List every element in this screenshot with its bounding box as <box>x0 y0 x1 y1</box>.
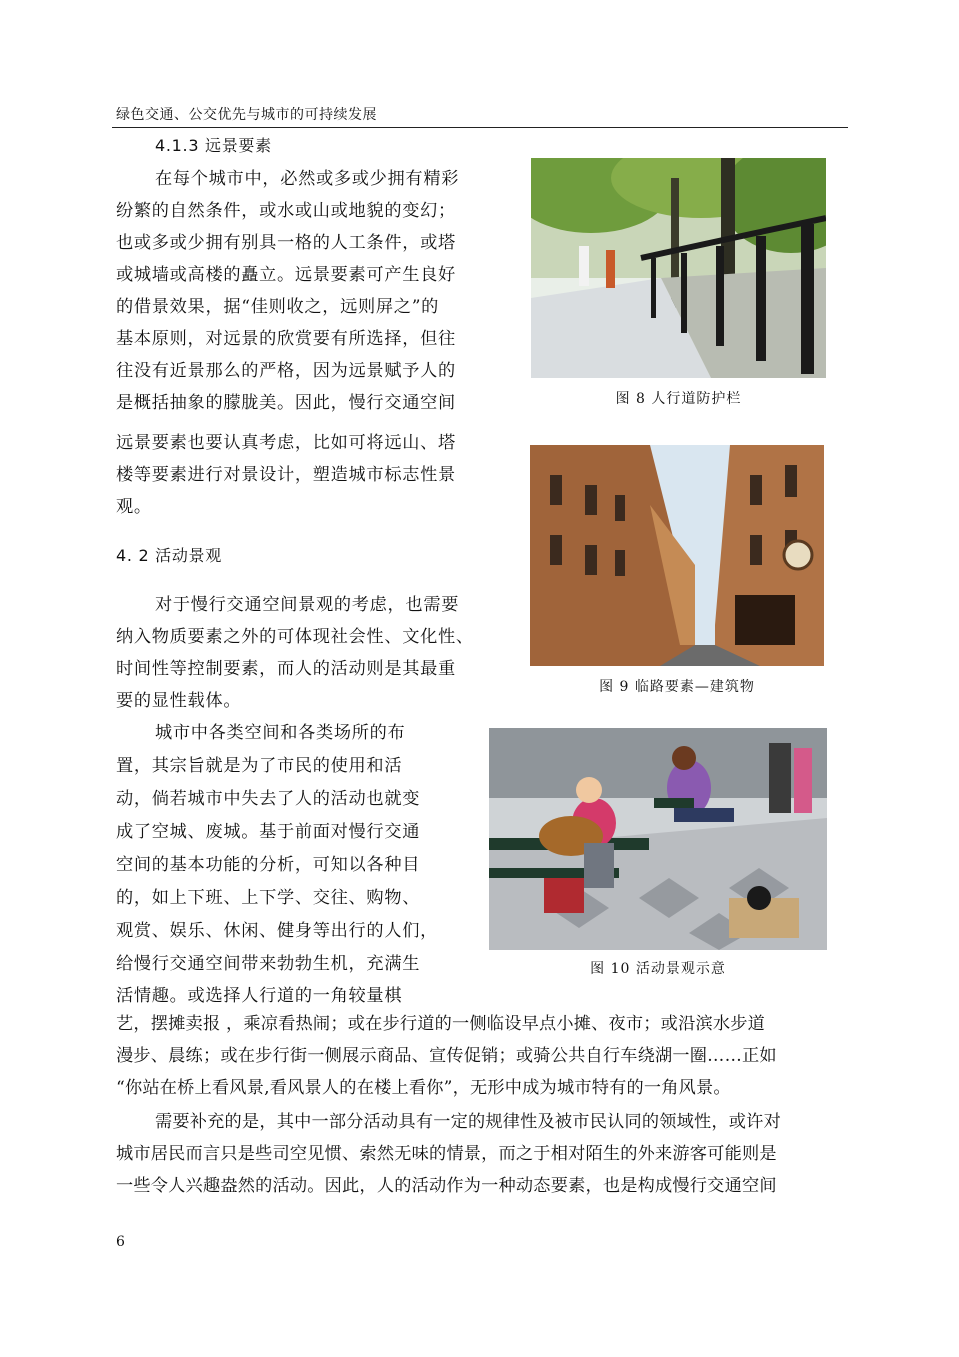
body-line: 空间的基本功能的分析，可知以各种目 <box>116 855 421 875</box>
body-line: 一些令人兴趣盎然的活动。因此，人的活动作为一种动态要素，也是构成慢行交通空间 <box>116 1176 777 1196</box>
figure-9-caption: 图 9 临路要素—建筑物 <box>599 679 755 695</box>
figure-10-caption: 图 10 活动景观示意 <box>590 961 726 977</box>
body-line: “你站在桥上看风景,看风景人的在楼上看你”，无形中成为城市特有的一角风景。 <box>116 1078 731 1098</box>
figure-8-caption: 图 8 人行道防护栏 <box>615 391 742 407</box>
body-line: 艺，摆摊卖报 ，乘凉看热闹；或在步行道的一侧临设早点小摊、夜市；或沿滨水步道 <box>116 1014 766 1034</box>
body-line: 成了空城、废城。基于前面对慢行交通 <box>116 822 421 842</box>
body-line: 观赏、娱乐、休闲、健身等出行的人们， <box>116 921 438 941</box>
body-line: 漫步、晨练；或在步行街一侧展示商品、宣传促销；或骑公共自行车绕湖一圈……正如 <box>116 1046 777 1066</box>
body-line: 需要补充的是，其中一部分活动具有一定的规律性及被市民认同的领域性，或许对 <box>155 1112 781 1132</box>
body-line: 活情趣。或选择人行道的一角较量棋 <box>116 986 403 1006</box>
body-line: 或城墙或高楼的矗立。远景要素可产生良好 <box>116 265 456 285</box>
section-heading-4-1-3: 4.1.3 远景要素 <box>155 136 272 155</box>
body-line: 在每个城市中，必然或多或少拥有精彩 <box>155 169 460 189</box>
body-line: 对于慢行交通空间景观的考虑，也需要 <box>155 595 460 615</box>
section-heading-4-2: 4. 2 活动景观 <box>116 546 222 565</box>
running-header: 绿色交通、公交优先与城市的可持续发展 <box>116 107 377 123</box>
figure-9-photo-buildings <box>530 445 824 666</box>
body-line: 城市中各类空间和各类场所的布 <box>155 723 406 743</box>
body-line: 置，其宗旨就是为了市民的使用和活 <box>116 756 403 776</box>
body-line: 观。 <box>116 497 152 517</box>
figure-8-photo-guardrail <box>531 158 826 378</box>
page-number: 6 <box>116 1234 125 1250</box>
body-line: 纳入物质要素之外的可体现社会性、文化性、 <box>116 627 474 647</box>
body-line: 基本原则，对远景的欣赏要有所选择，但往 <box>116 329 456 349</box>
body-line: 时间性等控制要素，而人的活动则是其最重 <box>116 659 456 679</box>
body-line: 是概括抽象的朦胧美。因此，慢行交通空间 <box>116 393 456 413</box>
body-line: 动，倘若城市中失去了人的活动也就变 <box>116 789 421 809</box>
body-line: 给慢行交通空间带来勃勃生机，充满生 <box>116 954 421 974</box>
body-line: 远景要素也要认真考虑，比如可将远山、塔 <box>116 433 456 453</box>
body-line: 城市居民而言只是些司空见惯、索然无味的情景，而之于相对陌生的外来游客可能则是 <box>116 1144 777 1164</box>
body-line: 要的显性载体。 <box>116 691 242 711</box>
body-line: 纷繁的自然条件，或水或山或地貌的变幻； <box>116 201 456 221</box>
header-rule <box>112 127 848 128</box>
body-line: 的，如上下班、上下学、交往、购物、 <box>116 888 421 908</box>
figure-10-photo-activity <box>489 728 827 950</box>
body-line: 也或多或少拥有别具一格的人工条件，或塔 <box>116 233 456 253</box>
body-line: 往没有近景那么的严格，因为远景赋予人的 <box>116 361 456 381</box>
body-line: 的借景效果，据“佳则收之，远则屏之”的 <box>116 297 440 317</box>
body-line: 楼等要素进行对景设计，塑造城市标志性景 <box>116 465 456 485</box>
